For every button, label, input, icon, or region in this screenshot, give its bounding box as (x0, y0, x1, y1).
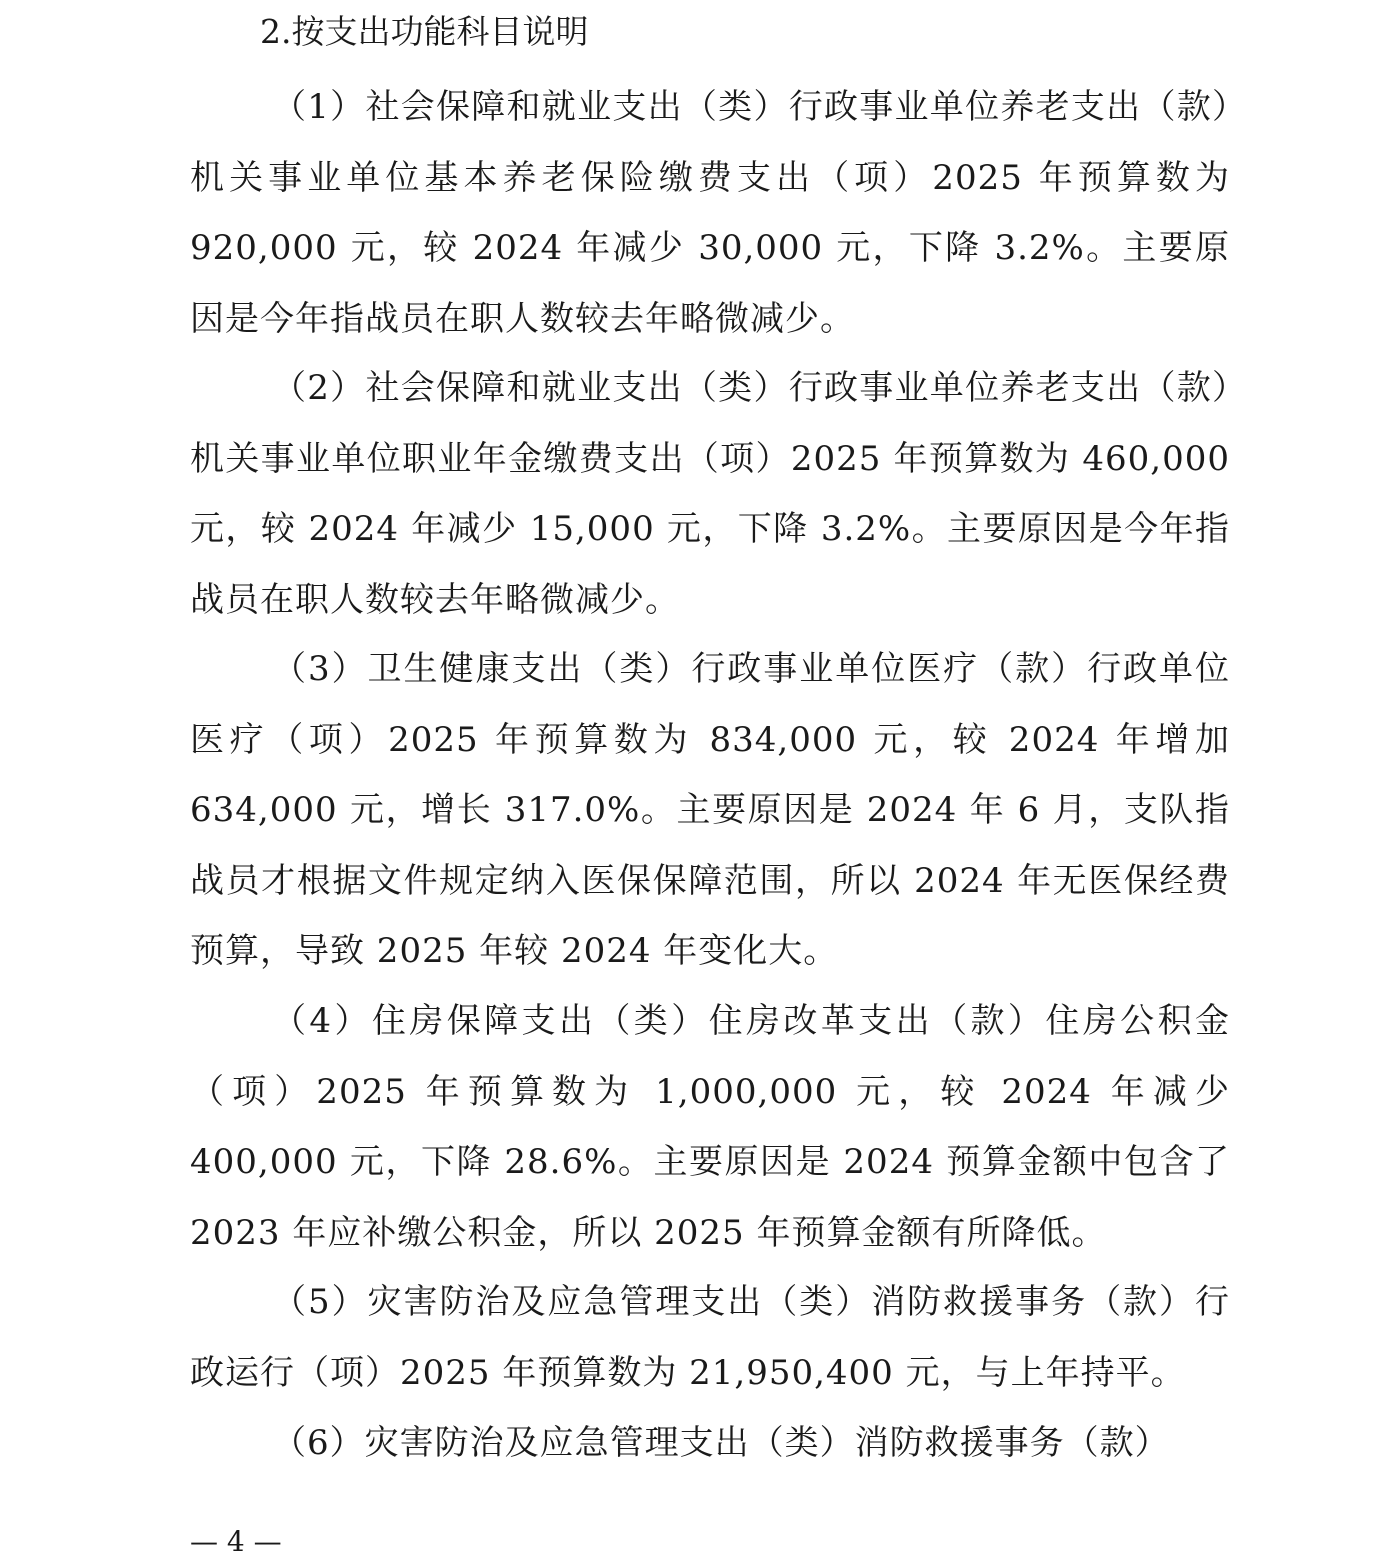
paragraph-housing-fund: （4）住房保障支出（类）住房改革支出（款）住房公积金（项）2025 年预算数为 1,000,000 元，较 2024 年减少 400,000 元，下降 28.6%。主要原因是 2024 预算金额中包含了 2023 年应补缴公积金，所以 2025 年预算金额有所降低。 (190, 1001, 1230, 1253)
paragraph-medical: （3）卫生健康支出（类）行政事业单位医疗（款）行政单位医疗（项）2025 年预算数为 834,000 元，较 2024 年增加 634,000 元，增长 317.0%。主要原因是 2024 年 6 月，支队指战员才根据文件规定纳入医保保障范围，所以 2024 年无医保经费预算，导致 2025 年较 2024 年变化大。 (190, 649, 1230, 971)
paragraph-pension-insurance: （1）社会保障和就业支出（类）行政事业单位养老支出（款）机关事业单位基本养老保险缴费支出（项）2025 年预算数为 920,000 元，较 2024 年减少 30,000 元，下降 3.2%。主要原因是今年指战员在职人数较去年略微减少。 (190, 87, 1230, 339)
page-number: — 4 — (190, 1525, 282, 1558)
section-heading: 2.按支出功能科目说明 (260, 12, 589, 51)
paragraph-occupational-annuity: （2）社会保障和就业支出（类）行政事业单位养老支出（款）机关事业单位职业年金缴费支出（项）2025 年预算数为 460,000 元，较 2024 年减少 15,000 元，下降 3.2%。主要原因是今年指战员在职人数较去年略微减少。 (190, 368, 1230, 620)
paragraph-admin-operation: （5）灾害防治及应急管理支出（类）消防救援事务（款）行政运行（项）2025 年预算数为 21,950,400 元，与上年持平。 (190, 1282, 1230, 1393)
paragraph-fire-rescue: （6）灾害防治及应急管理支出（类）消防救援事务（款） (272, 1423, 1170, 1463)
